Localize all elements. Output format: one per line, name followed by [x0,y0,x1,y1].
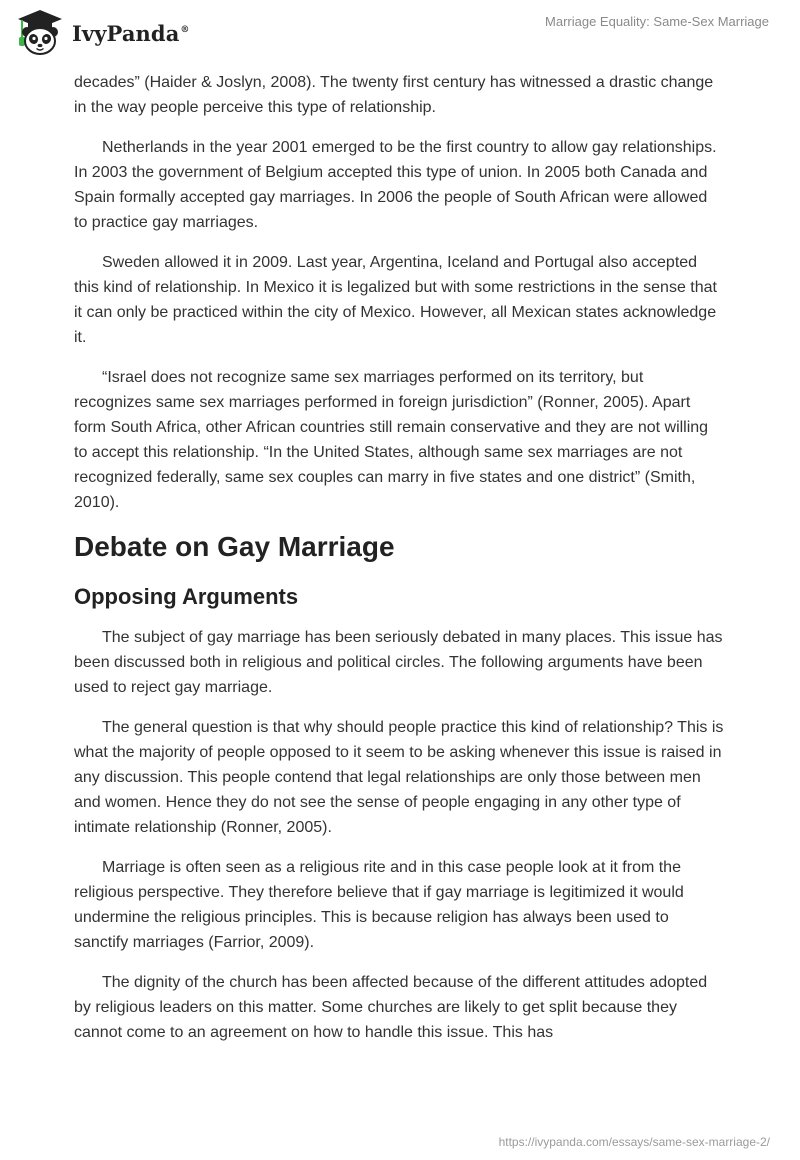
paragraph: Netherlands in the year 2001 emerged to be the first country to allow gay relationships. In 2003 the government of Belgium accepted this type of union. In 2005 both Canada and Spain formally accepted gay marriages. In 2006 the people of South African were allowed to practice gay marriages. [74,139,717,231]
section-heading: Debate on Gay Marriage [74,531,395,562]
document-title: Marriage Equality: Same-Sex Marriage [545,14,769,29]
paragraph: Sweden allowed it in 2009. Last year, Argentina, Iceland and Portugal also accepted this kind of relationship. In Mexico it is legalized but with some restrictions in the sense that it can only be practiced within the city of Mexico. However, all Mexican states acknowledge it. [74,254,717,346]
paragraph: The general question is that why should people practice this kind of relationship? This is what the majority of people opposed to it seem to be asking whenever this issue is raised in any discussion. This people contend that legal relationships are only those between men and women. Hence they do not see the sense of people engaging in any other type of intimate relationship (Ronner, 2005). [74,719,724,836]
logo-name: IvyPanda [72,20,180,46]
panda-graduate-icon [14,8,66,56]
subsection-heading: Opposing Arguments [74,584,299,609]
paragraph: The dignity of the church has been affected because of the different attitudes adopted by religious leaders on this matter. Some churches are likely to get split because they cannot come to an agreement on how to handle this issue. This has [74,974,708,1041]
source-url[interactable]: https://ivypanda.com/essays/same-sex-marriage-2/ [498,1135,770,1149]
paragraph: “Israel does not recognize same sex marriages performed on its territory, but recognizes same sex marriages performed in foreign jurisdiction” (Ronner, 2005). Apart form South Africa, other African countries still remain conservative and they are not willing to accept this relationship. “In the United States, although same sex marriages are not recognized federally, same sex couples can marry in five states and one district” (Smith, 2010). [74,369,709,511]
registered-mark: ® [180,24,190,35]
paragraph: The subject of gay marriage has been seriously debated in many places. This issue has been discussed both in religious and political circles. The following arguments have been used to reject gay marriage. [74,629,723,696]
paragraph: Marriage is often seen as a religious rite and in this case people look at it from the religious perspective. They therefore believe that if gay marriage is legitimized it would undermine the religious principles. This is because religion has always been used to sanctify marriages (Farrior, 2009). [74,859,684,951]
ivypanda-logo[interactable] [14,8,190,56]
page-header [0,0,800,60]
paragraph: decades” (Haider & Joslyn, 2008). The twenty first century has witnessed a drastic change in the way people perceive this type of relationship. [74,74,714,116]
logo-wordmark [72,21,190,46]
essay-body [74,70,724,1060]
